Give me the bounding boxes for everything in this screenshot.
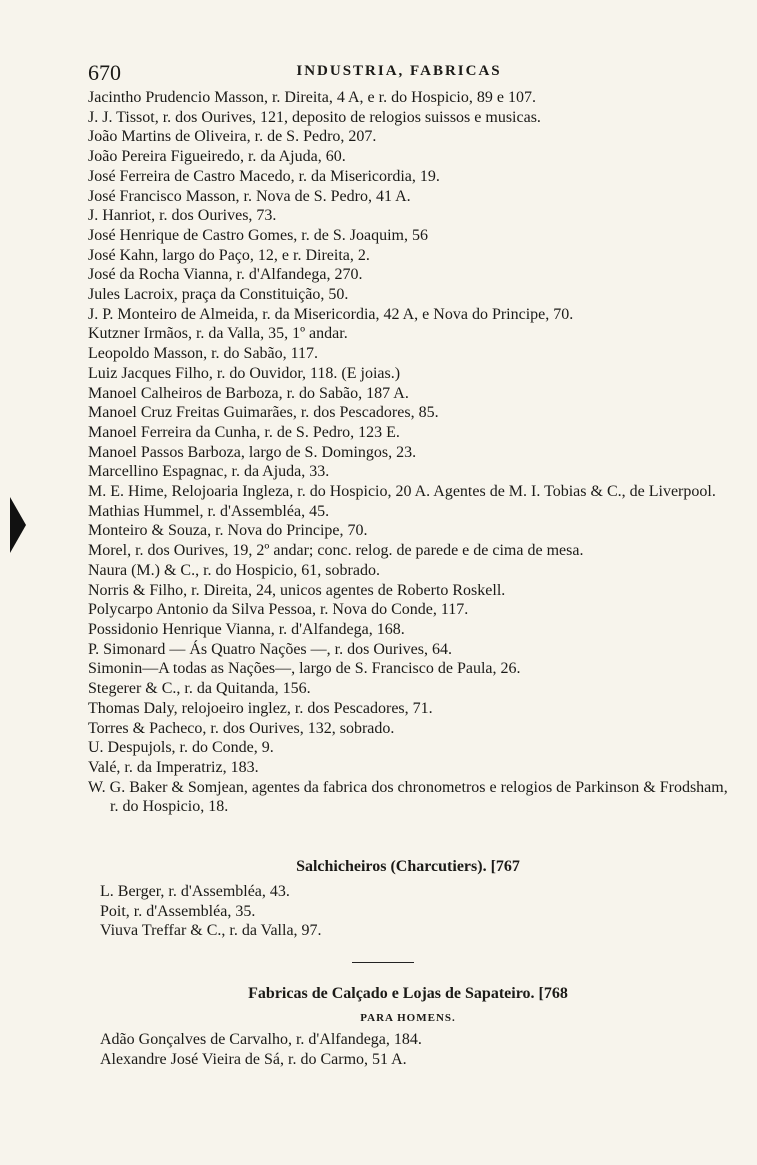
list-item: Manoel Calheiros de Barboza, r. do Sabão, 187 A. <box>88 384 409 402</box>
list-item: Poit, r. d'Assembléa, 35. <box>100 902 256 920</box>
list-item: Monteiro & Souza, r. Nova do Principe, 70. <box>88 522 368 540</box>
list-item: José Francisco Masson, r. Nova de S. Pedro, 41 A. <box>88 187 411 205</box>
list-item: J. Hanriot, r. dos Ourives, 73. <box>88 207 277 225</box>
section-divider <box>352 962 414 963</box>
list-item: Polycarpo Antonio da Silva Pessoa, r. Nova do Conde, 117. <box>88 601 469 619</box>
running-title: INDUSTRIA, FABRICAS <box>296 63 502 79</box>
page-number: 670 <box>88 60 121 85</box>
watchmakers-list <box>88 88 728 817</box>
list-item: José Henrique de Castro Gomes, r. de S. Joaquim, 56 <box>88 226 428 244</box>
list-item: M. E. Hime, Relojoaria Ingleza, r. do Hospicio, 20 A. Agentes de M. I. Tobias & C., de Liverpool. <box>88 483 716 501</box>
list-item: Manoel Ferreira da Cunha, r. de S. Pedro, 123 E. <box>88 423 400 441</box>
section-heading-charcutiers: Salchicheiros (Charcutiers). [767 <box>296 858 520 875</box>
list-item: L. Berger, r. d'Assembléa, 43. <box>100 883 290 900</box>
list-item: Stegerer & C., r. da Quitanda, 156. <box>88 680 311 698</box>
list-item: Norris & Filho, r. Direita, 24, unicos agentes de Roberto Roskell. <box>88 581 506 599</box>
list-item: Viuva Treffar & C., r. da Valla, 97. <box>100 922 322 940</box>
binding-mark <box>10 497 26 553</box>
charcutiers-list <box>100 882 720 941</box>
list-item: Torres & Pacheco, r. dos Ourives, 132, sobrado. <box>88 719 395 737</box>
list-item: João Pereira Figueiredo, r. da Ajuda, 60. <box>88 148 346 166</box>
list-item: Kutzner Irmãos, r. da Valla, 35, 1º andar. <box>88 325 348 343</box>
list-item: Manoel Passos Barboza, largo de S. Domingos, 23. <box>88 443 417 461</box>
list-item: Jacintho Prudencio Masson, r. Direita, 4 A, e r. do Hospicio, 89 e 107. <box>88 89 536 106</box>
list-item: João Martins de Oliveira, r. de S. Pedro, 207. <box>88 128 377 146</box>
list-item: José Ferreira de Castro Macedo, r. da Misericordia, 19. <box>88 167 440 185</box>
list-item: Alexandre José Vieira de Sá, r. do Carmo, 51 A. <box>100 1050 407 1068</box>
list-item: Jules Lacroix, praça da Constituição, 50. <box>88 286 349 304</box>
list-item: Morel, r. dos Ourives, 19, 2º andar; conc. relog. de parede e de cima de mesa. <box>88 542 584 560</box>
list-item: Valé, r. da Imperatriz, 183. <box>88 758 259 776</box>
list-item: Leopoldo Masson, r. do Sabão, 117. <box>88 345 319 363</box>
list-item: Simonin—A todas as Nações—, largo de S. Francisco de Paula, 26. <box>88 660 521 678</box>
section-subheading: PARA HOMENS. <box>360 1012 456 1024</box>
list-item: Marcellino Espagnac, r. da Ajuda, 33. <box>88 463 330 481</box>
list-item: W. G. Baker & Somjean, agentes da fabrica dos chronometros e relogios de Parkinson & Frodsham, r. do Hospicio, 18. <box>88 778 728 816</box>
page-header <box>88 60 710 86</box>
list-item: Manoel Cruz Freitas Guimarães, r. dos Pescadores, 85. <box>88 404 439 422</box>
list-item: J. P. Monteiro de Almeida, r. da Misericordia, 42 A, e Nova do Principe, 70. <box>88 305 574 323</box>
list-item: Mathias Hummel, r. d'Assembléa, 45. <box>88 502 330 520</box>
list-item: P. Simonard — Ás Quatro Nações —, r. dos Ourives, 64. <box>88 640 452 658</box>
calcado-list <box>100 1030 720 1069</box>
list-item: José Kahn, largo do Paço, 12, e r. Direita, 2. <box>88 246 370 264</box>
list-item: U. Despujols, r. do Conde, 9. <box>88 739 274 757</box>
list-item: José da Rocha Vianna, r. d'Alfandega, 270. <box>88 266 363 284</box>
list-item: Possidonio Henrique Vianna, r. d'Alfandega, 168. <box>88 620 405 638</box>
list-item: Naura (M.) & C., r. do Hospicio, 61, sobrado. <box>88 561 380 579</box>
list-item: Adão Gonçalves de Carvalho, r. d'Alfandega, 184. <box>100 1031 422 1048</box>
list-item: Luiz Jacques Filho, r. do Ouvidor, 118. (E joias.) <box>88 364 401 382</box>
section-heading-calcado: Fabricas de Calçado e Lojas de Sapateiro. [768 <box>248 985 568 1002</box>
list-item: J. J. Tissot, r. dos Ourives, 121, deposito de relogios suissos e musicas. <box>88 108 541 126</box>
list-item: Thomas Daly, relojoeiro inglez, r. dos Pescadores, 71. <box>88 699 433 717</box>
